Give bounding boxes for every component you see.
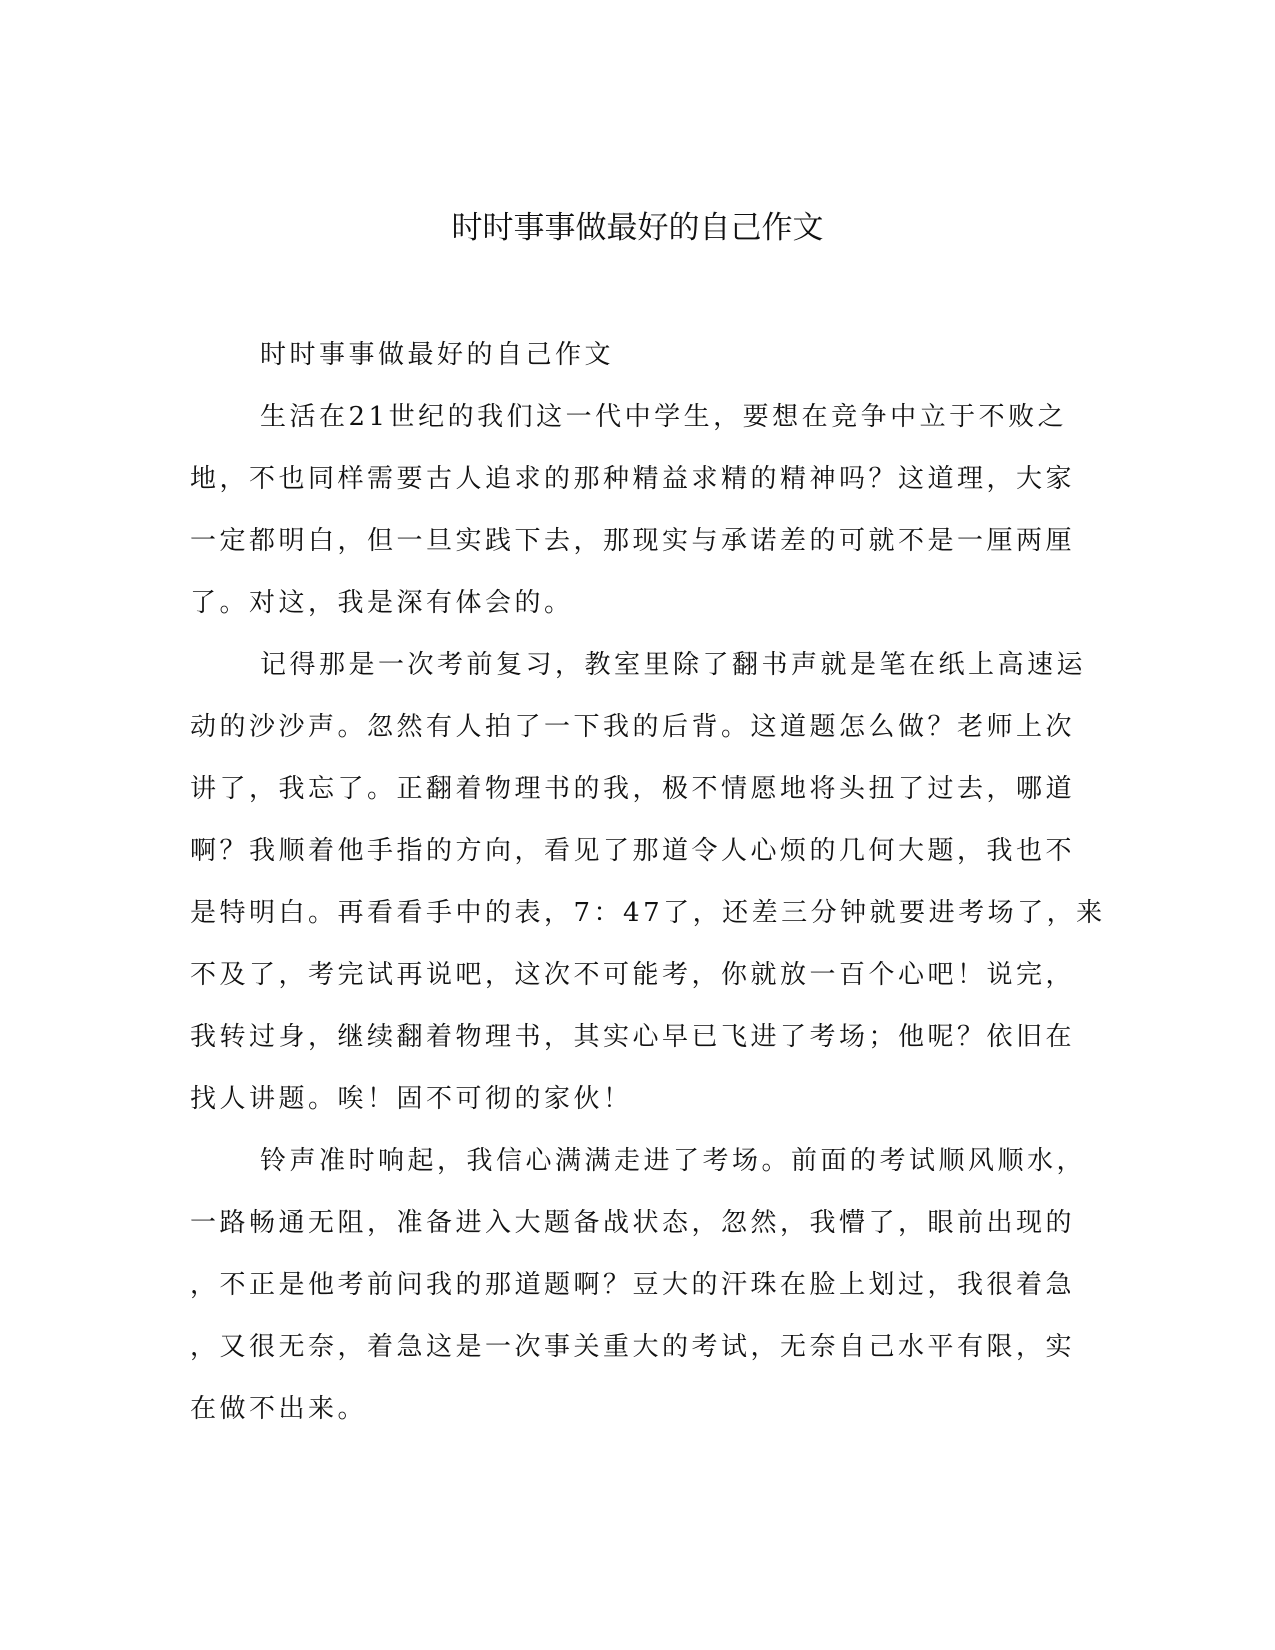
paragraph-1 — [190, 324, 1080, 386]
paragraph-4 — [190, 1130, 1087, 1440]
paragraph-line: 了。对这，我是深有体会的。 — [190, 588, 574, 618]
paragraph-line: 记得那是一次考前复习，教室里除了翻书声就是笔在纸上高速运 — [260, 650, 1087, 680]
paragraph-line: 是特明白。再看看手中的表，7：47了，还差三分钟就要进考场了，来 — [190, 898, 1106, 928]
paragraph-line: 不及了，考完试再说吧，这次不可能考，你就放一百个心吧！说完， — [190, 960, 1076, 990]
paragraph-line: ，又很无奈，着急这是一次事关重大的考试，无奈自己水平有限，实 — [190, 1332, 1076, 1362]
paragraph-line: 一路畅通无阻，准备进入大题备战状态，忽然，我懵了，眼前出现的 — [190, 1208, 1076, 1238]
document-title: 时时事事做最好的自己作文 — [451, 210, 824, 246]
document-body — [190, 324, 1106, 1440]
paragraph-line: 在做不出来。 — [190, 1394, 368, 1424]
paragraph-line: 讲了，我忘了。正翻着物理书的我，极不情愿地将头扭了过去，哪道 — [190, 774, 1076, 804]
paragraph-line: 铃声准时响起，我信心满满走进了考场。前面的考试顺风顺水， — [260, 1146, 1087, 1176]
paragraph-line: 时时事事做最好的自己作文 — [260, 340, 615, 370]
paragraph-line: 找人讲题。唉！固不可彻的家伙！ — [190, 1084, 633, 1114]
paragraph-3 — [190, 634, 1106, 1130]
paragraph-line: 啊？我顺着他手指的方向，看见了那道令人心烦的几何大题，我也不 — [190, 836, 1076, 866]
paragraph-2 — [190, 386, 1080, 634]
paragraph-line: 地，不也同样需要古人追求的那种精益求精的精神吗？这道理，大家 — [190, 464, 1076, 494]
paragraph-line: 一定都明白，但一旦实践下去，那现实与承诺差的可就不是一厘两厘 — [190, 526, 1076, 556]
paragraph-line: 我转过身，继续翻着物理书，其实心早已飞进了考场；他呢？依旧在 — [190, 1022, 1076, 1052]
paragraph-line: 生活在21世纪的我们这一代中学生，要想在竞争中立于不败之 — [260, 402, 1068, 432]
paragraph-line: 动的沙沙声。忽然有人拍了一下我的后背。这道题怎么做？老师上次 — [190, 712, 1076, 742]
paragraph-line: ，不正是他考前问我的那道题啊？豆大的汗珠在脸上划过，我很着急 — [190, 1270, 1076, 1300]
